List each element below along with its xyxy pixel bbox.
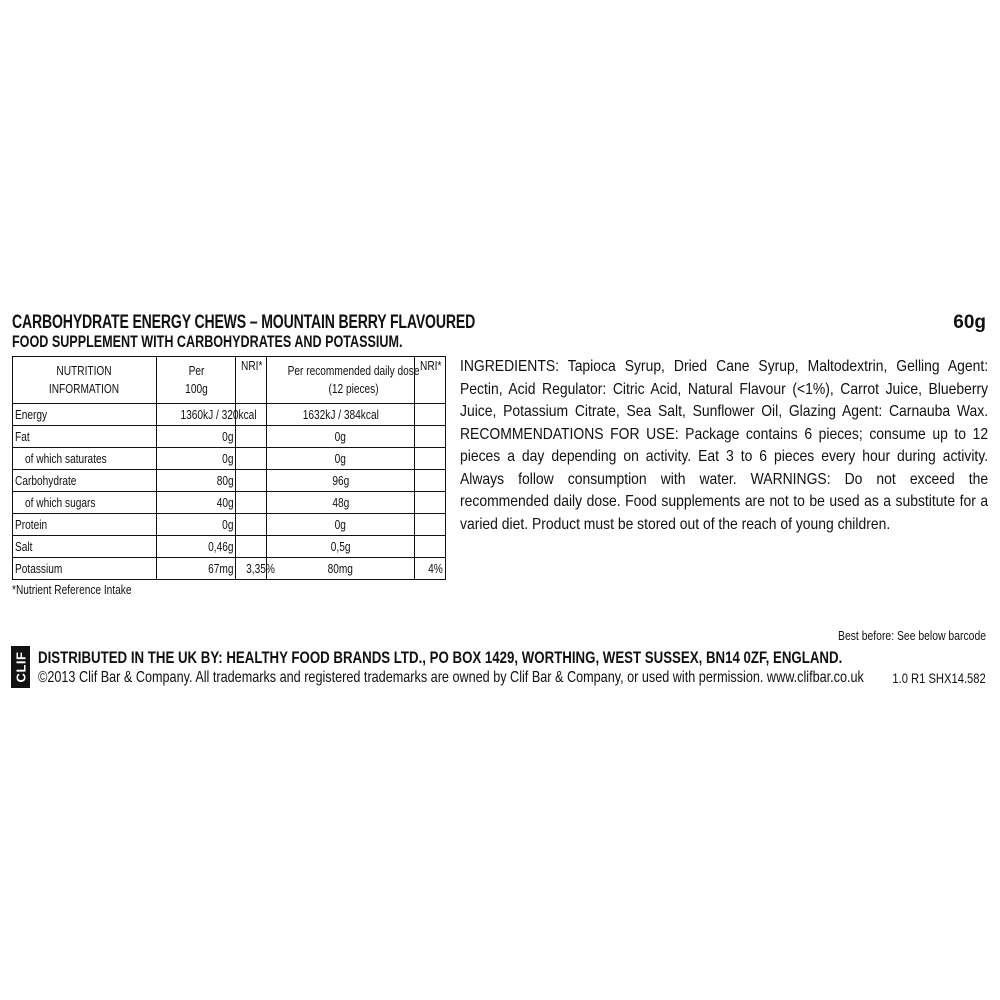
nri-dose-value-cell — [415, 492, 446, 514]
header-info-line2: INFORMATION — [49, 381, 120, 396]
per-100g-value: 0g — [222, 429, 234, 444]
nutrient-name: Fat — [15, 429, 30, 444]
per-100g-value-cell — [156, 492, 235, 514]
per-dose-value: 0,5g — [330, 539, 351, 554]
nutrition-row — [13, 470, 446, 492]
per-dose-value-cell — [267, 448, 415, 470]
nutrient-name-cell — [13, 558, 157, 580]
per-100g-value: 67mg — [207, 561, 234, 576]
nutrient-name: Potassium — [15, 561, 63, 576]
per-100g-value: 1360kJ / 320kcal — [180, 407, 257, 422]
copyright-line: ©2013 Clif Bar & Company. All trademarks and registered trademarks are owned by Clif Bar & Company, or used with permission. www.clifbar.co.uk — [38, 669, 864, 686]
nutrition-row — [13, 558, 446, 580]
per-100g-value-cell — [156, 558, 235, 580]
nri-dose-value-cell — [415, 448, 446, 470]
nutrition-row — [13, 514, 446, 536]
nutrition-row — [13, 492, 446, 514]
ingredients-block — [460, 356, 988, 536]
nutrition-row — [13, 404, 446, 426]
header-per-line2: 100g — [184, 381, 208, 396]
nri-value-cell — [236, 426, 267, 448]
per-dose-value-cell — [267, 514, 415, 536]
nutrition-table — [12, 356, 446, 580]
per-100g-value: 0g — [222, 451, 234, 466]
per-100g-value-cell — [156, 426, 235, 448]
nutrient-name-cell — [13, 404, 157, 426]
nri-value-cell — [236, 558, 276, 580]
per-dose-value: 1632kJ / 384kcal — [302, 407, 379, 422]
nutrient-name: Protein — [15, 517, 48, 532]
per-dose-value: 80mg — [327, 561, 354, 576]
per-dose-value-cell — [267, 426, 415, 448]
per-100g-value-cell — [156, 404, 257, 426]
clif-logo-text: CLIF — [13, 651, 28, 683]
nri-dose-value-cell — [415, 558, 446, 580]
net-weight: 60g — [953, 312, 986, 333]
per-dose-value: 0g — [334, 429, 347, 444]
nri-value-cell — [236, 448, 267, 470]
clif-logo — [11, 646, 30, 688]
nutrient-name-cell — [13, 470, 157, 492]
nutrition-header-row — [13, 357, 446, 404]
product-subtitle: FOOD SUPPLEMENT WITH CARBOHYDRATES AND POTASSIUM. — [12, 332, 403, 351]
nutrient-name-cell — [13, 426, 157, 448]
nutrient-name: Carbohydrate — [15, 473, 77, 488]
nri-footnote: *Nutrient Reference Intake — [12, 582, 132, 597]
nri-dose-value: 4% — [428, 561, 443, 576]
per-100g-value-cell — [156, 514, 235, 536]
per-100g-value-cell — [156, 536, 235, 558]
per-100g-value-cell — [156, 470, 235, 492]
nutrient-name: of which saturates — [25, 451, 107, 466]
nutrition-row — [13, 448, 446, 470]
per-dose-value-cell — [267, 536, 415, 558]
product-title: CARBOHYDRATE ENERGY CHEWS – MOUNTAIN BERRY FLAVOURED — [12, 312, 476, 333]
per-dose-value: 96g — [332, 473, 350, 488]
nutrient-name-cell — [13, 514, 157, 536]
per-dose-value-cell — [267, 558, 415, 580]
nutrient-name: of which sugars — [25, 495, 96, 510]
nri-value-cell — [236, 470, 267, 492]
nri-dose-value-cell — [415, 404, 446, 426]
header-nri-label: NRI* — [241, 358, 263, 373]
header-per-line1: Per — [188, 363, 205, 378]
header-dose-line2: (12 pieces) — [328, 381, 379, 396]
per-dose-value-cell — [267, 470, 415, 492]
ingredients-text: INGREDIENTS: Tapioca Syrup, Dried Cane Syrup, Maltodextrin, Gelling Agent: Pectin, Acid Regulator: Citric Acid, Natural Flavour (<1%), Carrot Juice, Blueberry Juice, Potassium Citrate, Sea Salt, Sunflower Oil, Glazing Agent: Carnauba Wax. RECOMMENDATIONS FOR USE: Package contains 6 pieces; consume up to 12 pieces a day depending on activity. Eat 3 to 6 pieces every hour during activity. Always follow consumption with water. WARNINGS: Do not exceed the recommended daily dose. Food supplements are not to be used as a substitute for a varied diet. Product must be stored out of the reach of young children. — [460, 358, 989, 533]
nri-dose-value-cell — [415, 470, 446, 492]
per-dose-value: 48g — [332, 495, 350, 510]
nri-value: 3,35% — [246, 561, 276, 576]
header-info-line1: NUTRITION — [56, 363, 113, 378]
nutrition-row — [13, 426, 446, 448]
nri-dose-value-cell — [415, 536, 446, 558]
nri-value-cell — [236, 492, 267, 514]
nutrient-name-cell — [13, 536, 157, 558]
batch-code: 1.0 R1 SHX14.582 — [892, 670, 986, 686]
nri-value-cell — [236, 536, 267, 558]
per-100g-value-cell — [156, 448, 235, 470]
nutrient-name-cell — [13, 448, 157, 470]
per-dose-value-cell — [267, 492, 415, 514]
nri-dose-value-cell — [415, 426, 446, 448]
header-nutrition-information — [13, 357, 157, 404]
distributor-line: DISTRIBUTED IN THE UK BY: HEALTHY FOOD BRANDS LTD., PO BOX 1429, WORTHING, WEST SUSSEX, BN14 0ZF, ENGLAND. — [38, 648, 843, 667]
header-dose-line1: Per recommended daily dose — [287, 363, 420, 378]
nutrient-name-cell — [13, 492, 157, 514]
per-100g-value: 80g — [216, 473, 234, 488]
per-100g-value: 0,46g — [207, 539, 234, 554]
best-before-note: Best before: See below barcode — [837, 628, 986, 643]
header-per-dose — [267, 357, 420, 404]
nutrition-body — [13, 404, 446, 580]
nri-value-cell — [236, 514, 267, 536]
per-100g-value: 0g — [222, 517, 234, 532]
per-dose-value: 0g — [334, 451, 347, 466]
nutrient-name: Salt — [15, 539, 33, 554]
header-nri — [236, 357, 267, 404]
per-dose-value: 0g — [334, 517, 347, 532]
nri-dose-value-cell — [415, 514, 446, 536]
header-per-100g — [156, 357, 235, 404]
per-100g-value: 40g — [216, 495, 234, 510]
per-dose-value-cell — [267, 404, 415, 426]
nutrition-row — [13, 536, 446, 558]
header-nri2-label: NRI* — [420, 358, 442, 373]
nutrient-name: Energy — [15, 407, 48, 422]
